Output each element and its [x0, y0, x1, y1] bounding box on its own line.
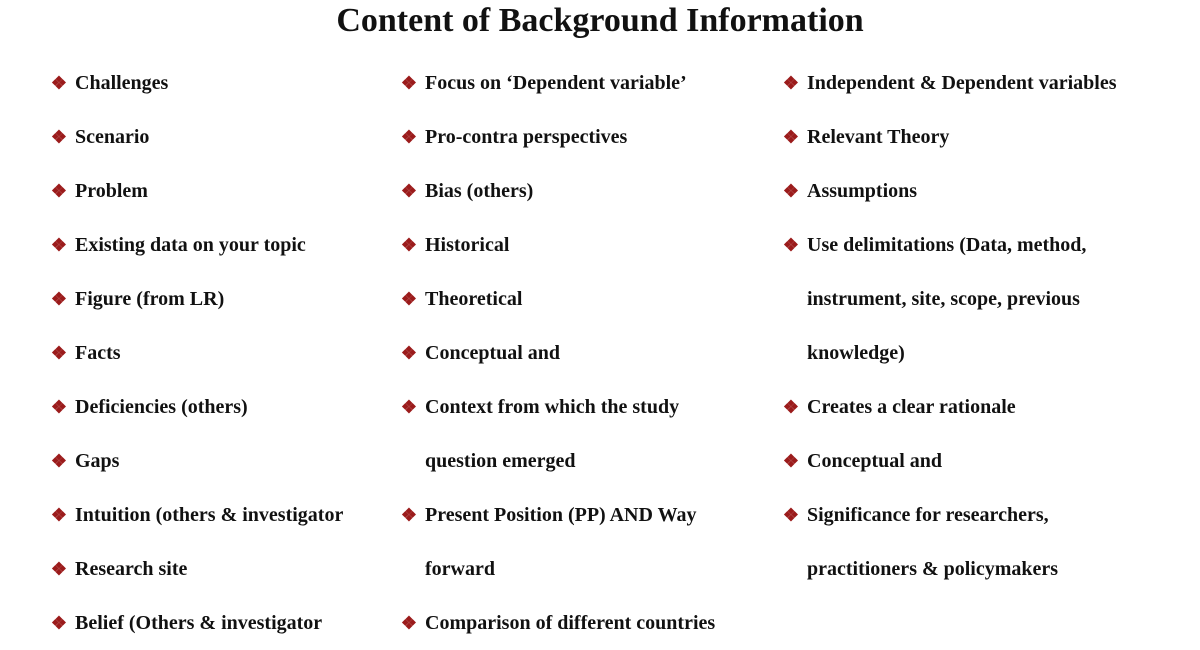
list-item-text: Pro-contra perspectives — [425, 126, 628, 148]
list-item — [780, 380, 1190, 434]
list-item-text: knowledge) — [807, 342, 905, 364]
diamond-bullet-icon: ❖ — [782, 181, 800, 201]
list-item-text: Challenges — [75, 72, 169, 94]
list-item-text: Context from which the study — [425, 396, 680, 418]
list-item-text: Conceptual and — [807, 450, 943, 472]
list-item-continuation — [780, 272, 1190, 326]
list-item-text: Significance for researchers, — [807, 504, 1049, 526]
list-item-continuation — [398, 542, 768, 596]
list-item-text: Focus on ‘Dependent variable’ — [425, 72, 687, 94]
diamond-bullet-icon: ❖ — [400, 127, 418, 147]
list-item — [48, 110, 388, 164]
list-item — [398, 380, 768, 434]
column-1 — [48, 56, 388, 650]
diamond-bullet-icon: ❖ — [50, 289, 68, 309]
list-item — [398, 56, 768, 110]
diamond-bullet-icon: ❖ — [50, 559, 68, 579]
list-item — [48, 164, 388, 218]
diamond-bullet-icon: ❖ — [50, 613, 68, 633]
diamond-bullet-icon: ❖ — [50, 73, 68, 93]
list-item-text: Problem — [75, 180, 148, 202]
diamond-bullet-icon: ❖ — [782, 397, 800, 417]
list-item-text: instrument, site, scope, previous — [807, 288, 1080, 310]
list-item-text: Facts — [75, 342, 121, 364]
list-item-text: Present Position (PP) AND Way — [425, 504, 697, 526]
diamond-bullet-icon: ❖ — [782, 127, 800, 147]
list-item-text: Bias (others) — [425, 180, 534, 202]
list-item — [48, 380, 388, 434]
list-item-text: practitioners & policymakers — [807, 558, 1059, 580]
list-item-text: Use delimitations (Data, method, — [807, 234, 1087, 256]
diamond-bullet-icon: ❖ — [400, 397, 418, 417]
list-item-text: Independent & Dependent variables — [807, 72, 1117, 94]
list-item-text: question emerged — [425, 450, 576, 472]
list-item-text: Scenario — [75, 126, 150, 148]
diamond-bullet-icon: ❖ — [782, 235, 800, 255]
list-item — [48, 488, 388, 542]
diamond-bullet-icon: ❖ — [400, 613, 418, 633]
diamond-bullet-icon: ❖ — [400, 73, 418, 93]
list-item-text: Comparison of different countries — [425, 612, 716, 634]
list-item — [48, 56, 388, 110]
diamond-bullet-icon: ❖ — [50, 235, 68, 255]
list-item — [48, 218, 388, 272]
diamond-bullet-icon: ❖ — [400, 181, 418, 201]
diamond-bullet-icon: ❖ — [400, 235, 418, 255]
list-item-text: Existing data on your topic — [75, 234, 306, 256]
list-item-text: Assumptions — [807, 180, 918, 202]
diamond-bullet-icon: ❖ — [50, 397, 68, 417]
diamond-bullet-icon: ❖ — [400, 289, 418, 309]
column-2 — [398, 56, 768, 650]
list-item — [398, 110, 768, 164]
list-item — [48, 596, 388, 650]
list-item-text: Relevant Theory — [807, 126, 950, 148]
list-item — [780, 488, 1190, 542]
list-item — [398, 164, 768, 218]
page-title: Content of Background Information — [336, 2, 864, 39]
list-item-text: forward — [425, 558, 495, 580]
list-item-text: Creates a clear rationale — [807, 396, 1016, 418]
diamond-bullet-icon: ❖ — [782, 73, 800, 93]
list-item — [780, 434, 1190, 488]
list-item — [48, 272, 388, 326]
list-item — [780, 110, 1190, 164]
list-item-text: Gaps — [75, 450, 120, 472]
list-item-text: Theoretical — [425, 288, 523, 310]
list-item-text: Deficiencies (others) — [75, 396, 248, 418]
diamond-bullet-icon: ❖ — [50, 127, 68, 147]
list-item — [780, 164, 1190, 218]
diamond-bullet-icon: ❖ — [782, 505, 800, 525]
list-item-text: Belief (Others & investigator — [75, 612, 323, 634]
list-item — [780, 218, 1190, 272]
diamond-bullet-icon: ❖ — [50, 505, 68, 525]
list-item-text: Intuition (others & investigator — [75, 504, 344, 526]
diamond-bullet-icon: ❖ — [50, 343, 68, 363]
list-item-continuation — [780, 542, 1190, 596]
list-item — [398, 596, 768, 650]
list-item-continuation — [780, 326, 1190, 380]
list-item — [780, 56, 1190, 110]
list-item-text: Conceptual and — [425, 342, 561, 364]
list-item — [48, 542, 388, 596]
list-item — [398, 488, 768, 542]
list-item — [48, 434, 388, 488]
list-item-continuation — [398, 434, 768, 488]
diamond-bullet-icon: ❖ — [50, 451, 68, 471]
list-item — [398, 326, 768, 380]
list-item-text: Historical — [425, 234, 510, 256]
list-item — [48, 326, 388, 380]
list-item-text: Figure (from LR) — [75, 288, 225, 310]
column-3 — [780, 56, 1190, 596]
diamond-bullet-icon: ❖ — [400, 505, 418, 525]
diamond-bullet-icon: ❖ — [50, 181, 68, 201]
list-item-text: Research site — [75, 558, 188, 580]
diamond-bullet-icon: ❖ — [782, 451, 800, 471]
list-item — [398, 218, 768, 272]
diamond-bullet-icon: ❖ — [400, 343, 418, 363]
list-item — [398, 272, 768, 326]
